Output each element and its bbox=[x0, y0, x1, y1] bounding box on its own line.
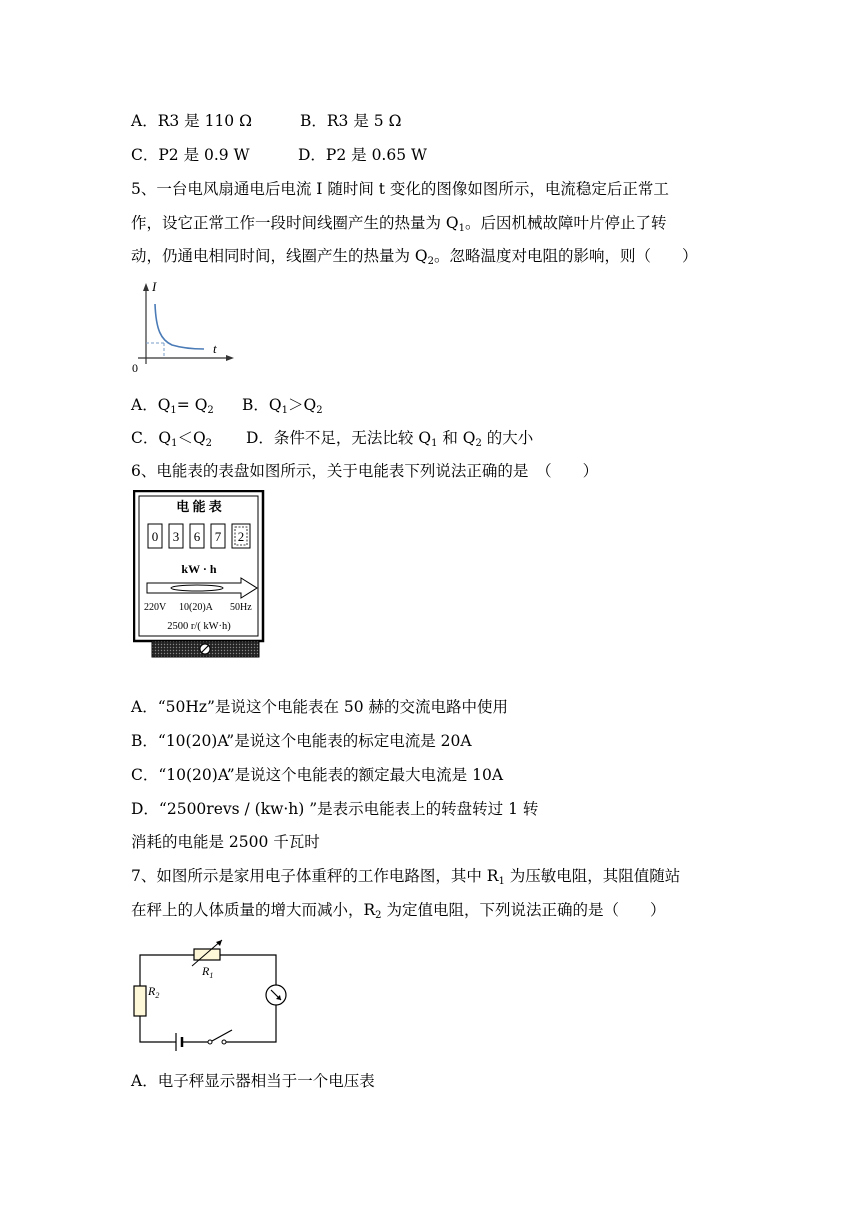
q6-stem: 6、电能表的表盘如图所示，关于电能表下列说法正确的是 （ ） bbox=[131, 462, 599, 480]
meter-frequency: 50Hz bbox=[230, 602, 252, 613]
q4-options-row-1 bbox=[131, 111, 401, 131]
q7-option-a: A．电子秤显示器相当于一个电压表 bbox=[131, 1072, 375, 1090]
r1-label: $R_1$ bbox=[202, 964, 214, 980]
meter-display-icon bbox=[266, 985, 286, 1005]
meter-digit-3: 6 bbox=[193, 529, 201, 544]
q6-option-d: D．“2500revs / (kw·h) ”是表示电能表上的转盘转过 1 转 bbox=[131, 800, 539, 818]
graph-x-label: t bbox=[213, 341, 217, 356]
q6-option-d-continued: 消耗的电能是 2500 千瓦时 bbox=[131, 833, 320, 851]
q5-options-row-2 bbox=[131, 428, 533, 448]
q6-option-c: C．“10(20)A”是说这个电能表的额定最大电流是 10A bbox=[131, 766, 504, 784]
q5-option-c: C．$Q_1<Q_2$ bbox=[131, 429, 213, 449]
q4-option-d: D．P2 是 0.65 W bbox=[298, 146, 427, 164]
battery-icon bbox=[176, 1033, 182, 1051]
q5-stem-line-2: 作，设它正常工作一段时间线圈产生的热量为 $Q_1$。后因机械故障叶片停止了转 bbox=[131, 214, 667, 234]
electric-meter-figure bbox=[133, 490, 265, 660]
variable-resistor-r1-icon bbox=[192, 940, 222, 966]
current-time-graph bbox=[124, 280, 240, 376]
scale-circuit-diagram bbox=[126, 935, 294, 1057]
meter-digit-1: 0 bbox=[151, 529, 159, 544]
meter-digit-5: 2 bbox=[237, 529, 245, 544]
q4-options-row-2 bbox=[131, 145, 427, 165]
q7-stem-line-2: 在秤上的人体质量的增大而减小，$R_2$ 为定值电阻，下列说法正确的是（ ） bbox=[131, 901, 666, 921]
q6-option-b: B．“10(20)A”是说这个电能表的标定电流是 20A bbox=[131, 732, 472, 750]
meter-voltage: 220V bbox=[144, 602, 167, 613]
q4-option-b: B．R3 是 5 Ω bbox=[300, 112, 402, 130]
meter-digit-2: 3 bbox=[172, 529, 180, 544]
q5-options-row-1 bbox=[131, 395, 323, 415]
meter-digit-4: 7 bbox=[214, 529, 222, 544]
q5-option-b: B．$Q_1>Q_2$ bbox=[242, 396, 323, 416]
q7-stem-line-1: 7、如图所示是家用电子体重秤的工作电路图，其中 $R_1$ 为压敏电阻，其阻值随站 bbox=[131, 867, 681, 887]
q5-option-d: D．条件不足，无法比较 $Q_1$ 和 $Q_2$ 的大小 bbox=[246, 429, 534, 449]
q4-option-a: A．R3 是 110 Ω bbox=[131, 112, 252, 130]
meter-title: 电 能 表 bbox=[176, 499, 222, 514]
graph-origin-label: 0 bbox=[132, 361, 138, 375]
q5-option-a: A．$Q_1= Q_2$ bbox=[131, 396, 214, 416]
screw-icon bbox=[200, 644, 210, 654]
q5-stem-line-1: 5、一台电风扇通电后电流 I 随时间 t 变化的图像如图所示，电流稳定后正常工 bbox=[131, 180, 669, 198]
q6-option-a: A．“50Hz”是说这个电能表在 50 赫的交流电路中使用 bbox=[131, 698, 509, 716]
meter-unit: kW · h bbox=[181, 562, 217, 576]
meter-revs: 2500 r/( kW·h) bbox=[167, 621, 231, 632]
q4-option-c: C．P2 是 0.9 W bbox=[131, 146, 250, 164]
q5-stem-line-3: 动，仍通电相同时间，线圈产生的热量为 $Q_2$。忽略温度对电阻的影响，则（ ） bbox=[131, 247, 698, 267]
r2-label: $R_2$ bbox=[148, 984, 160, 1000]
meter-current: 10(20)A bbox=[179, 602, 213, 613]
resistor-r2-icon bbox=[134, 986, 146, 1016]
graph-y-label: I bbox=[152, 280, 157, 294]
